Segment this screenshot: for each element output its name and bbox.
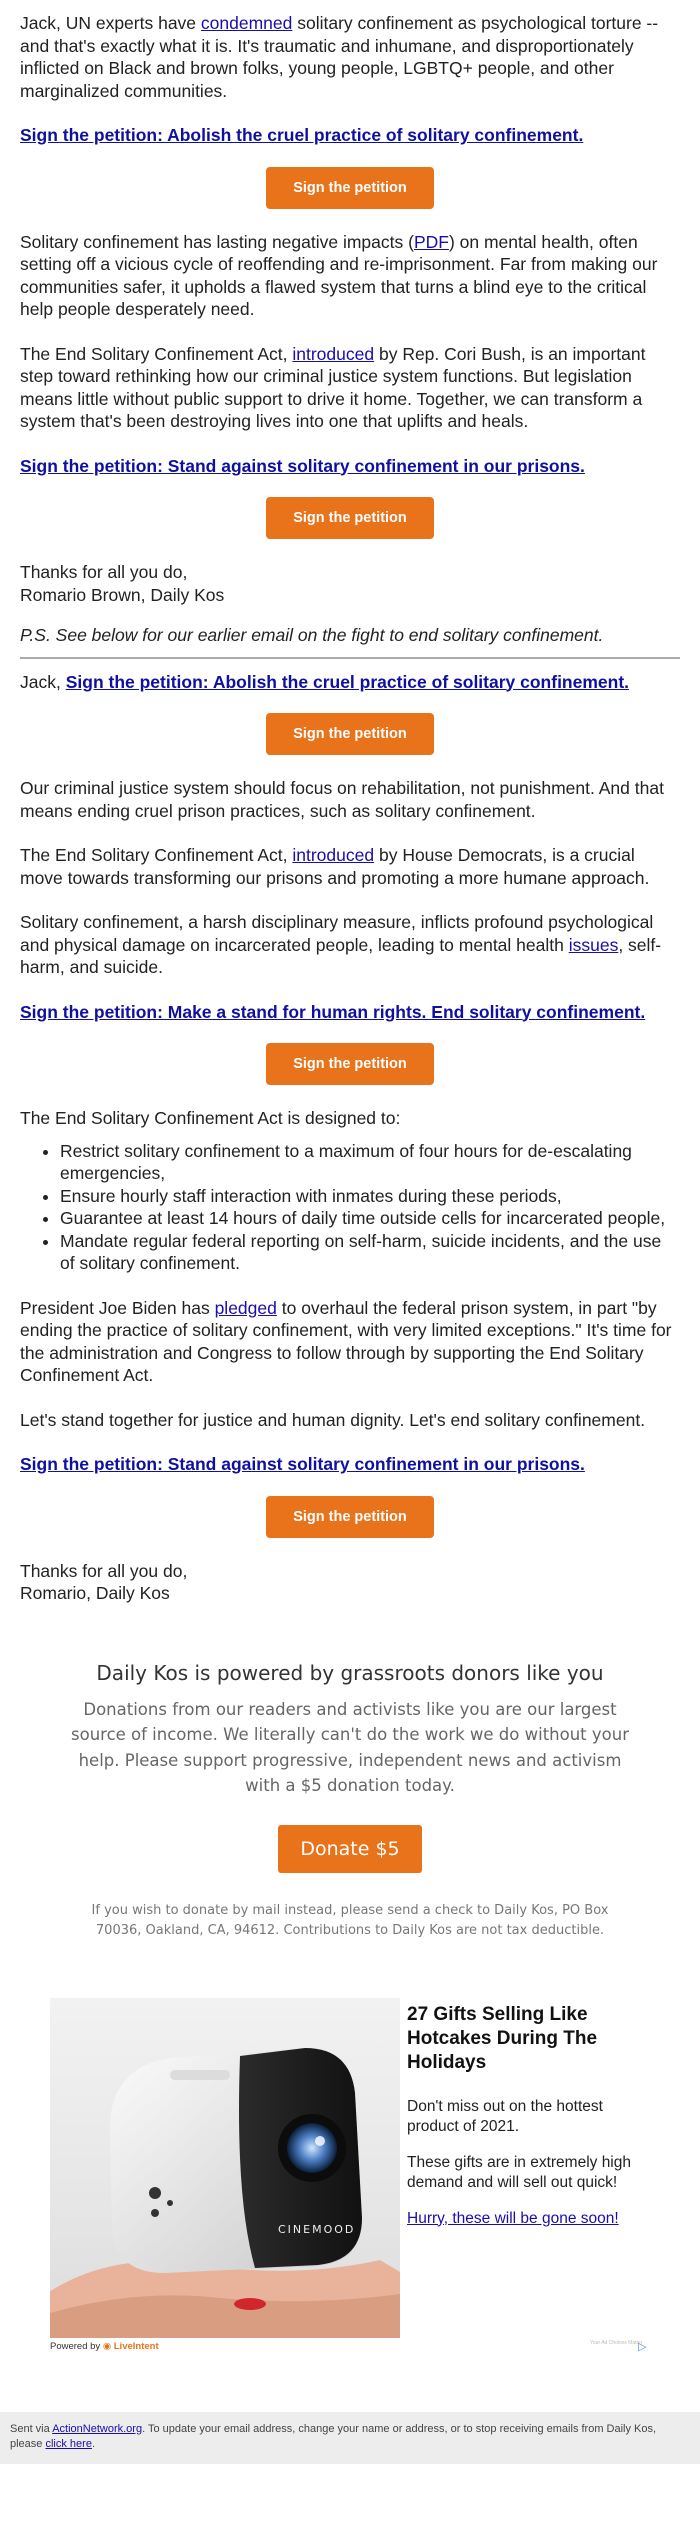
donor-heading: Daily Kos is powered by grassroots donors like you (96, 1660, 604, 1685)
petition-link-human-rights[interactable]: Sign the petition: Make a stand for human rights. End solitary confinement. (20, 1001, 646, 1022)
petition-link-abolish[interactable]: Sign the petition: Abolish the cruel practice of solitary confinement. (20, 125, 584, 145)
button-row (20, 1496, 680, 1538)
button-row (20, 167, 680, 209)
projector-brand-mark: CINEMOOD (278, 2222, 356, 2236)
ad-paragraph: Don't miss out on the hottest product of 2021. (407, 2097, 603, 2135)
donor-appeal (0, 1623, 700, 1941)
act-provisions-list (20, 1140, 680, 1275)
donor-text: Donations from our readers and activists like you are our largest source of income. We literally can't do the work we do without your help. Please support progressive, independent news and activism with a $5 donation today. (71, 1699, 629, 1795)
impacts-text-rest: ) on mental health, often setting off a vicious cycle of reoffending and re-imprisonment. Far from making our communities safer, it upholds a flawed system that turns a blind eye to the critical help people desperately need. (20, 231, 658, 319)
harsh-text: Solitary confinement, a harsh disciplinary measure, inflicts profound psychological and physical damage on incarcerated people, leading to mental health (20, 912, 654, 955)
act2-text-rest: by House Democrats, is a crucial move towards transforming our prisons and promoting a more humane approach. (20, 845, 650, 888)
sign-petition-button[interactable]: Sign the petition (266, 167, 434, 209)
introduced-link[interactable]: introduced (292, 343, 375, 364)
projector-illustration (50, 1998, 400, 2338)
petition-link-stand[interactable]: Sign the petition: Stand against solitary confinement in our prisons. (20, 1454, 585, 1474)
together-paragraph: Let's stand together for justice and human dignity. Let's end solitary confinement. (20, 1409, 646, 1430)
biden-text-rest: to overhaul the federal prison system, in part "by ending the practice of solitary confinement, with very limited exceptions." It's time for the administration and Congress to follow through by supporting the End Solitary Confinement Act. (20, 1297, 672, 1385)
sign-petition-button[interactable]: Sign the petition (266, 1496, 434, 1538)
designed-intro: The End Solitary Confinement Act is designed to: (20, 1108, 401, 1128)
ad-copy (407, 1998, 637, 2229)
ps-note: P.S. See below for our earlier email on the fight to end solitary confinement. (20, 625, 604, 645)
pledged-link[interactable]: pledged (214, 1297, 277, 1318)
impacts-text: Solitary confinement has lasting negative impacts ( (20, 231, 414, 252)
footer-text: Sent via (10, 2422, 53, 2435)
footer-text-end: . (91, 2437, 96, 2450)
list-item: • Restrict solitary confinement to a maximum of four hours for de-escalating emergencies, (60, 1140, 680, 1185)
sign-off-name: Romario Brown, Daily Kos (20, 584, 225, 605)
harsh-paragraph (20, 911, 680, 979)
ad-choices-text[interactable]: Your Ad Choices Matter (590, 2339, 643, 2346)
condemned-link[interactable]: condemned (200, 13, 293, 33)
intro-paragraph (20, 12, 680, 102)
sign-petition-button[interactable]: Sign the petition (266, 713, 434, 755)
act2-text: The End Solitary Confinement Act, (20, 845, 293, 865)
list-item: • Ensure hourly staff interaction with inmates during these periods, (60, 1185, 680, 1208)
petition-link-row (20, 1453, 680, 1476)
liveintent-brand: LiveIntent (113, 2340, 159, 2352)
projector-image[interactable] (50, 1998, 400, 2338)
actionnetwork-link[interactable]: ActionNetwork.org (52, 2422, 143, 2435)
second-greeting (20, 671, 680, 694)
email-footer (0, 2412, 700, 2464)
intro-text-rest: solitary confinement as psychological torture -- and that's exactly what it is. It's traumatic and inhumane, and disproportionately inflicted on Black and brown folks, young people, LGBTQ+ people, and other marginalized communities. (20, 13, 659, 101)
petition-link-row (20, 124, 680, 147)
list-item: • Mandate regular federal reporting on self-harm, suicide incidents, and the use of solitary confinement. (60, 1230, 680, 1275)
intro-text: Jack, UN experts have (20, 13, 201, 33)
sign-off-line: Thanks for all you do, (20, 562, 188, 582)
sponsored-ad[interactable] (50, 1998, 650, 2358)
biden-text: President Joe Biden has (20, 1297, 215, 1318)
ad-cta-link[interactable]: Hurry, these will be gone soon! (407, 2209, 619, 2227)
act-paragraph-house (20, 844, 680, 889)
unsubscribe-link[interactable]: click here (45, 2437, 92, 2450)
petition-link-row (20, 1001, 680, 1024)
button-row (20, 1043, 680, 1085)
act-paragraph-bush (20, 343, 680, 433)
harsh-text-rest: , self-harm, and suicide. (20, 934, 662, 977)
sign-off (20, 1560, 680, 1605)
introduced-link[interactable]: introduced (292, 845, 375, 865)
footer-text-mid: . To update your email address, change your name or address, or to stop receiving emails from Daily Kos, please (10, 2422, 657, 2450)
powered-by-label: Powered by (50, 2340, 101, 2352)
mail-donation-note: If you wish to donate by mail instead, please send a check to Daily Kos, PO Box 70036, Oakland, CA, 94612. Contributions to Daily Kos are not tax deductible. (91, 1902, 609, 1938)
act1-text-rest: by Rep. Cori Bush, is an important step toward rethinking how our criminal justice system functions. But legislation means little without public support to drive it home. Together, we can transform a system that's been destroying lives into one that uplifts and heals. (20, 343, 646, 431)
rehab-paragraph: Our criminal justice system should focus on rehabilitation, not punishment. And that means ending cruel prison practices, such as solitary confinement. (20, 778, 664, 821)
powered-by-liveintent[interactable] (50, 2338, 159, 2356)
liveintent-logo-icon: ◉ (102, 2340, 112, 2352)
impacts-paragraph (20, 231, 680, 321)
petition-link-stand[interactable]: Sign the petition: Stand against solitary confinement in our prisons. (20, 455, 585, 476)
biden-paragraph (20, 1297, 680, 1387)
ad-paragraph: These gifts are in extremely high demand and will sell out quick! (407, 2153, 631, 2191)
petition-link-row (20, 455, 680, 478)
button-row (20, 497, 680, 539)
pdf-link[interactable]: PDF (413, 231, 449, 252)
sign-off-name: Romario, Daily Kos (20, 1583, 170, 1603)
button-row (20, 713, 680, 755)
act1-text: The End Solitary Confinement Act, (20, 343, 293, 364)
sign-petition-button[interactable]: Sign the petition (266, 1043, 434, 1085)
petition-link-abolish[interactable]: Sign the petition: Abolish the cruel practice of solitary confinement. (65, 671, 630, 692)
sign-petition-button[interactable]: Sign the petition (266, 497, 434, 539)
sign-off (20, 561, 680, 606)
adchoices-icon[interactable]: ▷ (638, 2340, 647, 2353)
greeting-text: Jack, (20, 671, 66, 692)
issues-link[interactable]: issues (568, 934, 619, 955)
ad-footer (50, 2338, 650, 2356)
email-divider (20, 657, 680, 659)
sign-off-line: Thanks for all you do, (20, 1560, 188, 1581)
ad-title[interactable]: 27 Gifts Selling Like Hotcakes During The Holidays (407, 2003, 598, 2073)
list-item: • Guarantee at least 14 hours of daily time outside cells for incarcerated people, (60, 1207, 680, 1230)
donate-button[interactable]: Donate $5 (278, 1825, 422, 1873)
